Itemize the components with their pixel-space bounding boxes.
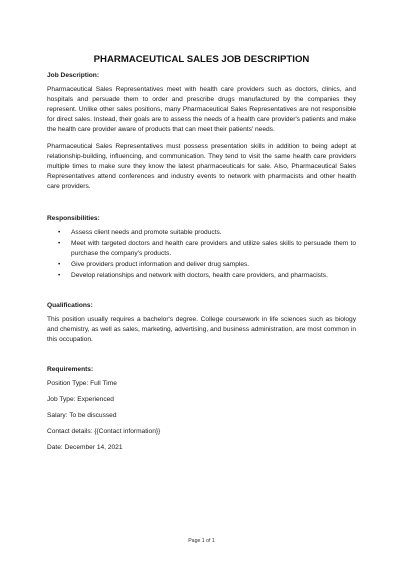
list-item bbox=[58, 271, 356, 281]
qualifications-paragraph: This position usually requires a bachelor's degree. College coursework in life sciences such as biology and chemistry, as well as sales, marketing, advertising, and business administration, are most common in this occupation. bbox=[47, 316, 356, 343]
job-description-section bbox=[47, 71, 356, 192]
list-item bbox=[58, 239, 356, 259]
requirements-heading: Requirements: bbox=[47, 366, 94, 373]
salary: Salary: To be discussed bbox=[47, 412, 117, 419]
list-item-text: Assess client needs and promote suitable products. bbox=[71, 229, 222, 236]
list-item-text: Meet with targeted doctors and health care providers and utilize sales skills to persuade them to purchase the company's products. bbox=[71, 240, 356, 257]
bullet-icon: • bbox=[58, 240, 61, 247]
document-title: PHARMACEUTICAL SALES JOB DESCRIPTION bbox=[93, 54, 310, 65]
list-item-text: Develop relationships and network with doctors, health care providers, and pharmacists. bbox=[71, 272, 328, 279]
responsibilities-heading: Responsibilities: bbox=[47, 215, 100, 222]
date: Date: December 14, 2021 bbox=[47, 444, 123, 451]
job-type: Job Type: Experienced bbox=[47, 396, 114, 403]
contact-details: Contact details: {{Contact information}} bbox=[47, 428, 161, 435]
job-description-paragraph: Pharmaceutical Sales Representatives must possess presentation skills in addition to being adept at relationship-building, influencing, and communication. They tend to visit the same health care providers multiple times to make sure they know the latest pharmaceuticals for sale. Also, Pharmaceutical Sales Representatives attend conferences and industry events to network with pharmacists and other health care providers. bbox=[47, 143, 356, 190]
qualifications-heading: Qualifications: bbox=[47, 302, 93, 309]
list-item-text: Give providers product information and deliver drug samples. bbox=[71, 261, 250, 268]
requirements-section bbox=[47, 365, 356, 453]
bullet-icon: • bbox=[58, 272, 61, 279]
job-description-paragraph: Pharmaceutical Sales Representatives meet with health care providers such as doctors, clinics, and hospitals and persuade them to order and prescribe drugs manufactured by the companies they represent. Unlike other sales positions, many Pharmaceutical Sales Representatives are not responsible for direct sales. Instead, their goals are to assess the needs of a health care provider's patients and make the health care provider aware of products that can meet their patients' needs. bbox=[47, 86, 356, 133]
job-description-heading: Job Description: bbox=[47, 72, 100, 79]
list-item bbox=[58, 260, 356, 270]
list-item bbox=[58, 228, 356, 238]
page-number: Page 1 of 1 bbox=[188, 538, 215, 544]
responsibilities-list bbox=[47, 228, 356, 281]
responsibilities-section bbox=[47, 214, 356, 281]
bullet-icon: • bbox=[58, 229, 61, 236]
position-type: Position Type: Full Time bbox=[47, 380, 117, 387]
bullet-icon: • bbox=[58, 261, 61, 268]
qualifications-section bbox=[47, 301, 356, 345]
document-body bbox=[47, 54, 356, 453]
